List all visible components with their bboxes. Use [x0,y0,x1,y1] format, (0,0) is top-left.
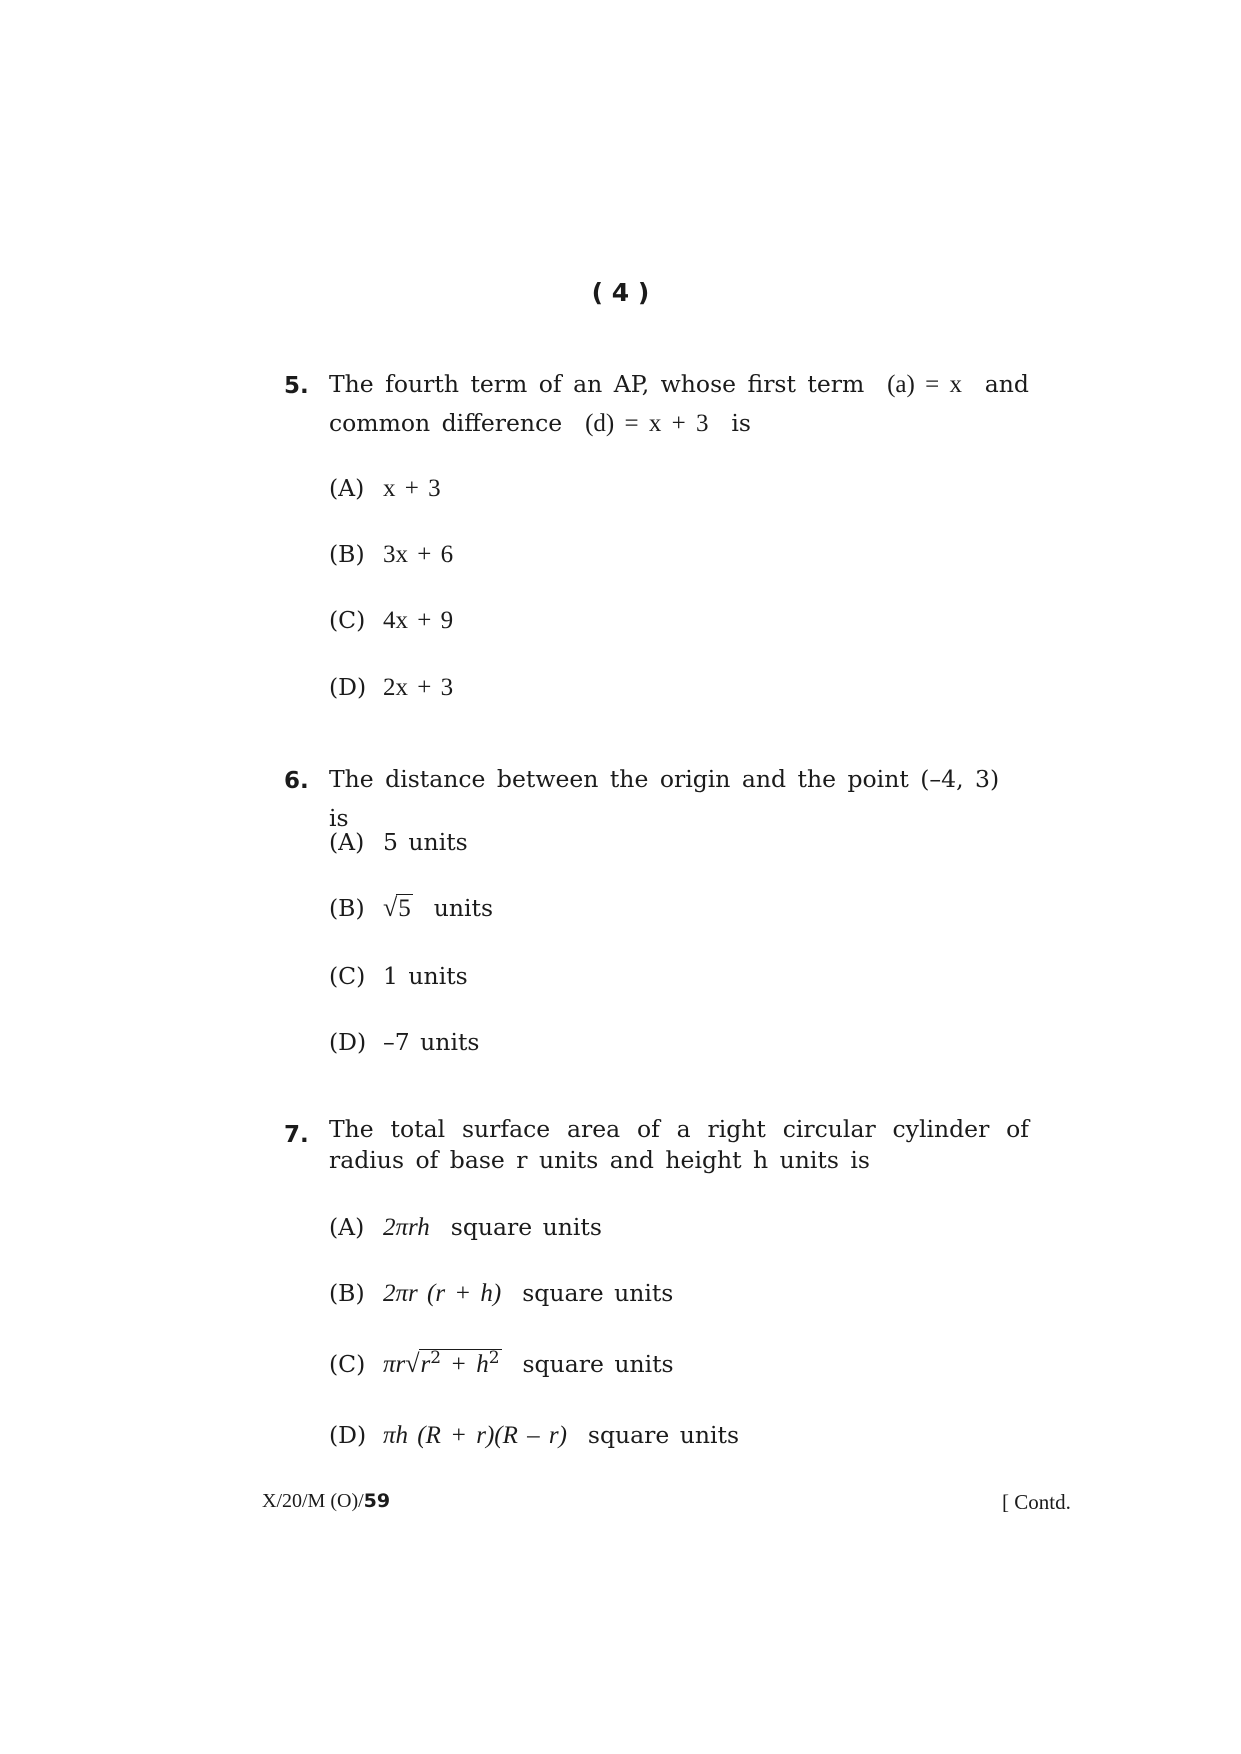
page-number: ( 4 ) [591,278,650,307]
question-6-option-d [329,1028,479,1056]
question-6-line1: The distance between the origin and the point (–4, 3) is [329,765,1000,832]
option-text: units [433,894,494,922]
option-label: (C) [329,962,366,990]
question-7-option-a [329,1213,602,1242]
question-7-option-c [329,1348,674,1379]
question-5-line2-math: (d) = x + 3 [585,410,709,437]
option-label: (B) [329,1279,365,1307]
option-label: (C) [329,1349,366,1378]
option-text: square units [522,1349,674,1378]
option-text: square units [587,1421,740,1449]
option-math: 2πrh [383,1214,430,1241]
question-5-option-b [329,540,453,569]
paper-code-number: 59 [363,1490,391,1512]
option-label: (B) [329,894,365,922]
question-5-option-a [329,474,441,503]
question-7-line2: radius of base r units and height h units is [329,1146,870,1174]
question-5-line1: The fourth term of an AP, whose first term [329,370,865,398]
option-text: –7 units [383,1028,480,1056]
question-5-line1-math: (a) = x [887,371,962,398]
question-7-text [329,1114,1029,1176]
option-label: (A) [329,1213,365,1241]
square-root: √5 [383,893,411,922]
radicand-r: r [420,1350,431,1378]
question-5-option-c [329,606,453,635]
option-label: (A) [329,474,365,502]
question-7-option-b [329,1279,673,1308]
question-5-option-d [329,673,453,702]
question-5-text [329,365,1029,443]
paper-code-text: X/20/M (O)/ [262,1490,364,1512]
option-label: (D) [329,1421,367,1449]
question-7-number: 7. [284,1122,309,1148]
option-label: (A) [329,828,365,856]
option-text: x + 3 [383,475,441,502]
exponent: 2 [430,1348,442,1368]
option-label: (C) [329,606,366,634]
question-5-line1-end: and [984,370,1029,398]
question-5-number: 5. [284,373,309,399]
option-text: 3x + 6 [383,541,454,568]
question-7-line1: The total surface area of a right circular cylinder of [329,1115,1029,1143]
radicand: 5 [398,895,411,922]
question-6-option-c [329,962,468,990]
option-text: 2x + 3 [383,674,454,701]
paper-code [262,1490,390,1513]
question-6-option-b [329,893,493,923]
continued-marker: [ Contd. [1002,1490,1071,1514]
option-label: (D) [329,673,367,701]
option-text: 1 units [383,962,468,990]
question-6-text [329,760,1029,838]
option-text: square units [450,1213,602,1241]
square-root: $√r^2 + h^2$ [405,1348,500,1378]
question-6-number: 6. [284,768,309,794]
plus-sign: + [451,1350,466,1378]
option-math: 2πr (r + h) [383,1280,502,1307]
question-6-option-a [329,828,468,856]
option-text: 4x + 9 [383,607,454,634]
option-text: square units [522,1279,674,1307]
option-label: (B) [329,540,365,568]
option-math: πh (R + r)(R – r) [383,1422,567,1449]
exponent: 2 [488,1348,500,1368]
radicand-h: h [476,1350,489,1378]
option-label: (D) [329,1028,367,1056]
question-7-option-d [329,1421,739,1450]
option-text: 5 units [383,828,468,856]
question-5-line2-end: is [731,409,751,437]
option-math: πr [383,1350,406,1378]
question-5-line2: common difference [329,409,563,437]
